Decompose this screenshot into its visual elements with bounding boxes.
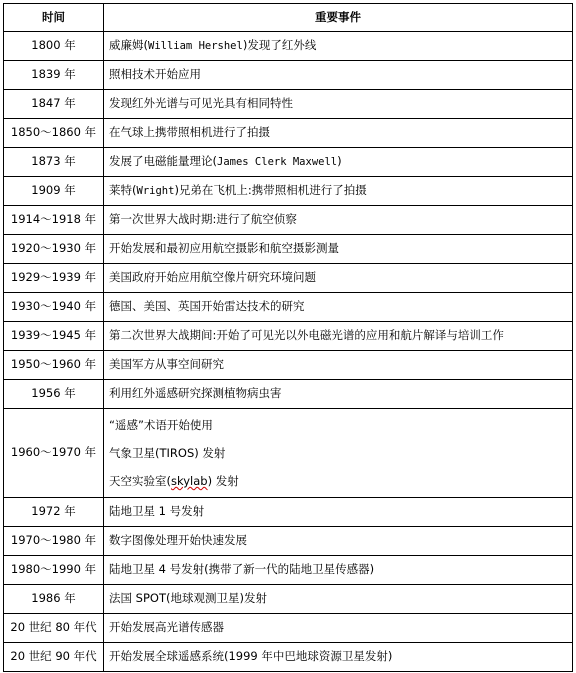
time-cell: 1847 年 <box>4 90 104 119</box>
table-row <box>4 527 573 556</box>
table-row <box>4 119 573 148</box>
time-cell: 1839 年 <box>4 61 104 90</box>
event-cell: 开始发展和最初应用航空摄影和航空摄影测量 <box>104 235 573 264</box>
time-cell: 1929～1939 年 <box>4 264 104 293</box>
event-cell: 陆地卫星 1 号发射 <box>104 498 573 527</box>
time-cell: 1873 年 <box>4 148 104 177</box>
table-row <box>4 409 573 498</box>
time-cell: 1914～1918 年 <box>4 206 104 235</box>
time-cell: 20 世纪 90 年代 <box>4 643 104 672</box>
event-cell: 利用红外遥感研究探测植物病虫害 <box>104 380 573 409</box>
time-cell: 1920～1930 年 <box>4 235 104 264</box>
time-column-header: 时间 <box>4 4 104 32</box>
table-row <box>4 235 573 264</box>
event-cell: 开始发展高光谱传感器 <box>104 614 573 643</box>
event-text: )兄弟在飞机上:携带照相机进行了拍摄 <box>174 183 367 198</box>
time-cell: 20 世纪 80 年代 <box>4 614 104 643</box>
event-english-name: Wright <box>136 185 175 198</box>
time-cell: 1800 年 <box>4 32 104 61</box>
time-cell: 1850～1860 年 <box>4 119 104 148</box>
event-cell: 发现红外光谱与可见光具有相同特性 <box>104 90 573 119</box>
event-cell: 第一次世界大战时期:进行了航空侦察 <box>104 206 573 235</box>
event-text: 威廉姆( <box>109 38 148 53</box>
table-row <box>4 90 573 119</box>
time-cell: 1986 年 <box>4 585 104 614</box>
table-row <box>4 293 573 322</box>
table-row <box>4 148 573 177</box>
event-cell: 在气球上携带照相机进行了拍摄 <box>104 119 573 148</box>
table-row <box>4 322 573 351</box>
table-row <box>4 177 573 206</box>
event-line <box>109 467 572 495</box>
time-cell: 1939～1945 年 <box>4 322 104 351</box>
time-cell: 1956 年 <box>4 380 104 409</box>
time-cell: 1909 年 <box>4 177 104 206</box>
event-cell: 数字图像处理开始快速发展 <box>104 527 573 556</box>
event-english-name: William Hershel <box>148 40 243 53</box>
table-row <box>4 264 573 293</box>
event-cell: 德国、美国、英国开始雷达技术的研究 <box>104 293 573 322</box>
event-text: )发现了红外线 <box>242 38 317 53</box>
event-cell: 美国军方从事空间研究 <box>104 351 573 380</box>
event-cell: 开始发展全球遥感系统(1999 年中巴地球资源卫星发射) <box>104 643 573 672</box>
event-line: 气象卫星(TIROS) 发射 <box>109 446 226 460</box>
event-cell: 第二次世界大战期间:开始了可见光以外电磁光谱的应用和航片解译与培训工作 <box>104 322 573 351</box>
table-row <box>4 556 573 585</box>
time-cell: 1950～1960 年 <box>4 351 104 380</box>
event-english-name: James Clerk Maxwell <box>217 156 338 169</box>
event-cell <box>104 177 573 206</box>
event-cell <box>104 148 573 177</box>
event-cell <box>104 32 573 61</box>
table-row <box>4 614 573 643</box>
table-row <box>4 498 573 527</box>
time-cell: 1970～1980 年 <box>4 527 104 556</box>
table-row <box>4 351 573 380</box>
table-row <box>4 643 573 672</box>
event-text: 天空实验室( <box>109 474 171 488</box>
event-text: ) 发射 <box>207 474 239 488</box>
event-column-header: 重要事件 <box>104 4 573 32</box>
table-row <box>4 206 573 235</box>
time-cell: 1930～1940 年 <box>4 293 104 322</box>
time-cell: 1972 年 <box>4 498 104 527</box>
event-cell: 照相技术开始应用 <box>104 61 573 90</box>
event-cell <box>104 409 573 498</box>
table-row <box>4 61 573 90</box>
event-text: 发展了电磁能量理论( <box>109 154 217 169</box>
event-cell: 美国政府开始应用航空像片研究环境问题 <box>104 264 573 293</box>
event-text: ) <box>337 154 342 169</box>
event-line: “遥感”术语开始使用 <box>109 418 213 432</box>
event-text: 莱特( <box>109 183 137 198</box>
table-row <box>4 585 573 614</box>
event-cell: 法国 SPOT(地球观测卫星)发射 <box>104 585 573 614</box>
table-header-row <box>4 4 573 32</box>
event-cell: 陆地卫星 4 号发射(携带了新一代的陆地卫星传感器) <box>104 556 573 585</box>
spellcheck-underlined-word: skylab <box>171 474 208 488</box>
remote-sensing-history-table <box>3 3 573 672</box>
table-row <box>4 32 573 61</box>
time-cell: 1960～1970 年 <box>4 409 104 498</box>
table-row <box>4 380 573 409</box>
time-cell: 1980～1990 年 <box>4 556 104 585</box>
